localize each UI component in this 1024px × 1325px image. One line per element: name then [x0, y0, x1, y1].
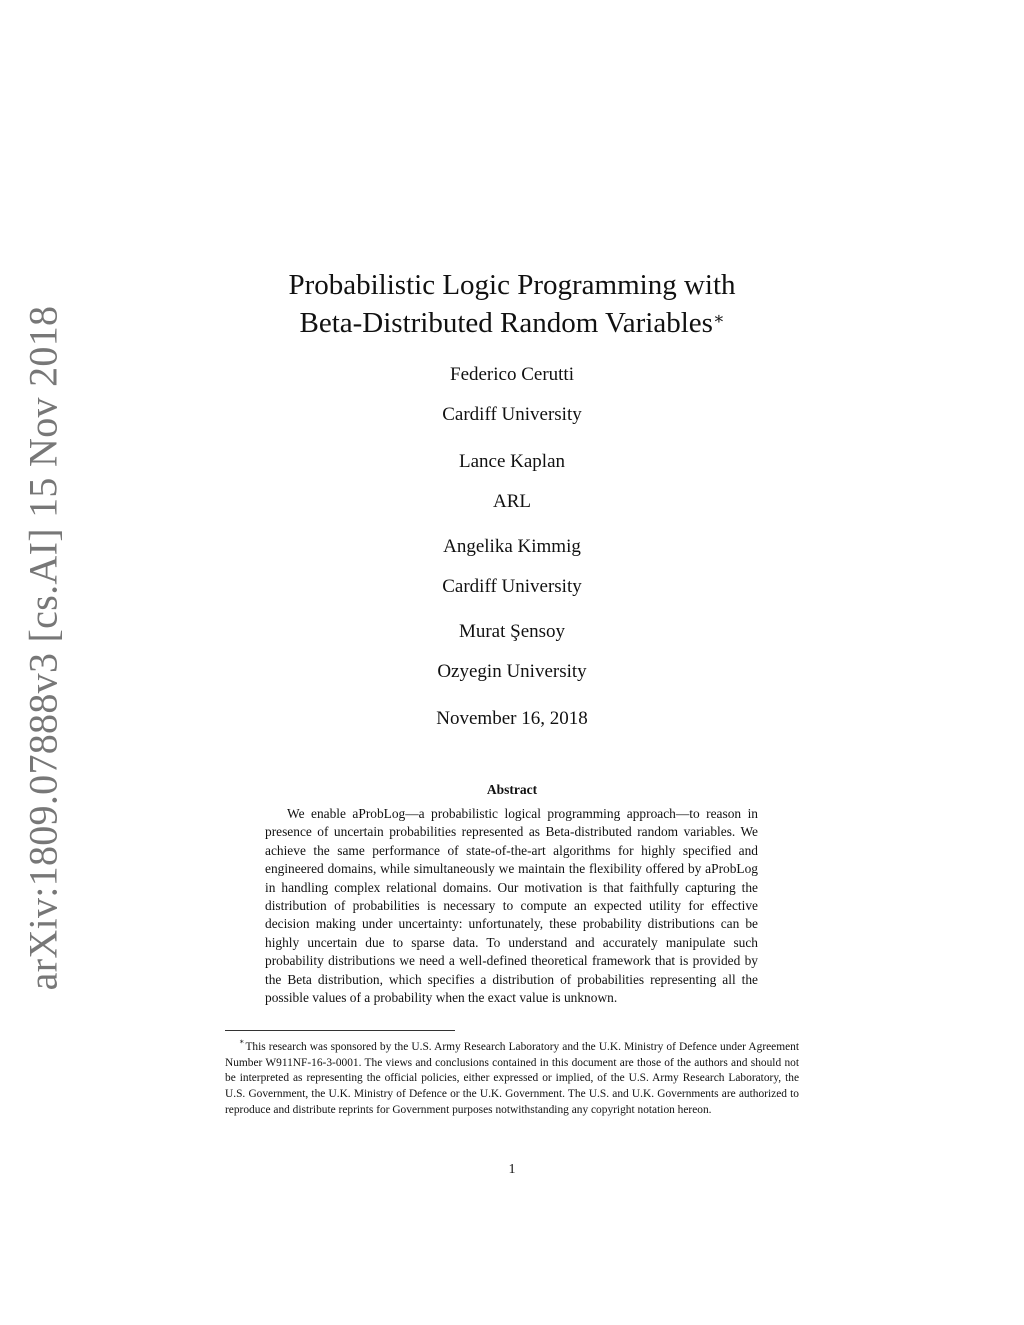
author-affiliation-4: Ozyegin University — [437, 661, 587, 682]
author-name-1: Federico Cerutti — [450, 364, 574, 385]
title-line-1: Probabilistic Logic Programming with — [288, 269, 736, 301]
title-line-2-text: Beta-Distributed Random Variables — [299, 307, 713, 339]
author-affiliation-1: Cardiff University — [442, 404, 582, 425]
author-name-2: Lance Kaplan — [458, 451, 566, 472]
author-affiliation-3: Cardiff University — [442, 576, 582, 597]
author-name-4: Murat Şensoy — [458, 621, 566, 642]
footnote — [225, 1035, 799, 1118]
footnote-marker: ∗ — [239, 1037, 245, 1046]
abstract-heading: Abstract — [486, 782, 538, 797]
author-name-3: Angelika Kimmig — [443, 536, 581, 557]
arxiv-identifier-stamp: arXiv:1809.07888v3 [cs.AI] 15 Nov 2018 — [20, 305, 66, 991]
footnote-text: This research was sponsored by the U.S. Army Research Laboratory and the U.K. Ministry of Defence under Agreement Number W911NF-16-3-0001. The views and conclusions contained in this document are those of the authors and should not be interpreted as representing the official policies, either expressed or implied, of the U.S. Army Research Laboratory, the U.S. Government, the U.K. Ministry of Defence or the U.K. Government. The U.S. and U.K. Governments are authorized to reproduce and distribute reprints for Government purposes notwithstanding any copyright notation hereon. — [225, 1040, 799, 1116]
page-number: 1 — [508, 1162, 516, 1177]
title-line-2 — [200, 304, 824, 342]
abstract-text: We enable aProbLog—a probabilistic logical programming approach—to reason in presence of uncertain probabilities represented as Beta-distributed random variables. We achieve the same performance of state-of-the-art algorithms for highly specified and engineered domains, while simultaneously we maintain the flexibility offered by aProbLog in handling complex relational domains. Our motivation is that faithfully capturing the distribution of probabilities is necessary to compute an expected utility for effective decision making under uncertainty: unfortunately, these probability distributions can be highly uncertain due to sparse data. To understand and accurately manipulate such probability distributions we need a well-defined theoretical framework that is provided by the Beta distribution, which specifies a distribution of probabilities representing all the possible values of a probability when the exact value is unknown. — [265, 806, 758, 1006]
publication-date: November 16, 2018 — [436, 708, 588, 729]
footnote-divider — [225, 1030, 455, 1031]
paper-title — [200, 266, 824, 342]
title-footnote-marker: ∗ — [712, 309, 725, 328]
author-affiliation-2: ARL — [493, 491, 531, 512]
